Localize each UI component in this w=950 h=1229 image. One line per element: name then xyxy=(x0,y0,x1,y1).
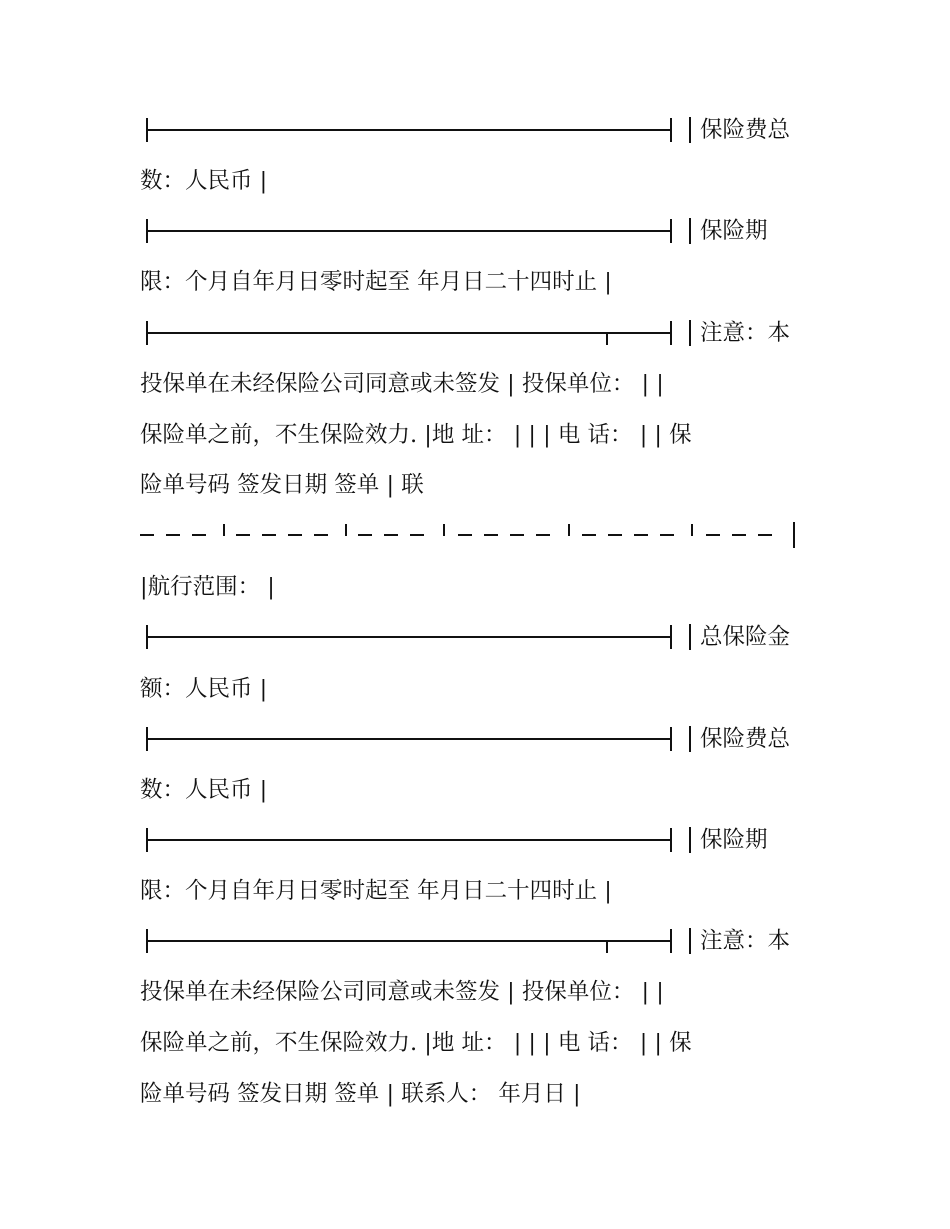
period-value: 限：个月自年月日零时起至 年月日二十四时止 | xyxy=(140,878,612,904)
cell-border xyxy=(689,117,691,143)
notice-row-3: 险单号码 签发日期 签单 | 联 xyxy=(140,472,424,498)
cell-border xyxy=(689,320,691,346)
cell-border xyxy=(689,624,691,650)
premium-label: 保险费总 xyxy=(700,726,791,752)
sum-insured-label: 总保险金 xyxy=(700,624,791,650)
notice-label: 注意：本 xyxy=(700,320,791,346)
cell-border xyxy=(689,726,691,752)
table-rule xyxy=(146,727,672,751)
table-rule xyxy=(146,828,672,852)
premium-label: 保险费总 xyxy=(700,117,791,143)
notice-row-2: 保险单之前，不生保险效力. |地 址： | | | 电 话： | | 保 xyxy=(140,422,692,448)
cell-border xyxy=(689,827,691,853)
cell-border xyxy=(689,928,691,954)
notice-row-1: 投保单在未经保险公司同意或未签发 | 投保单位： | | xyxy=(140,371,664,397)
notice-row-2: 保险单之前，不生保险效力. |地 址： | | | 电 话： | | 保 xyxy=(140,1030,692,1056)
table-rule xyxy=(146,321,672,345)
period-label: 保险期 xyxy=(700,218,768,244)
period-label: 保险期 xyxy=(700,827,768,853)
notice-label: 注意：本 xyxy=(700,928,791,954)
navigation-range-label: |航行范围： | xyxy=(140,574,275,600)
cell-border xyxy=(689,218,691,244)
premium-value: 数：人民币 | xyxy=(140,168,268,194)
table-rule xyxy=(146,625,672,649)
dashed-separator xyxy=(140,522,795,548)
table-rule xyxy=(146,219,672,243)
sum-insured-value: 额：人民币 | xyxy=(140,676,268,702)
notice-row-3: 险单号码 签发日期 签单 | 联系人： 年月日 | xyxy=(140,1081,581,1107)
notice-row-1: 投保单在未经保险公司同意或未签发 | 投保单位： | | xyxy=(140,979,664,1005)
period-value: 限：个月自年月日零时起至 年月日二十四时止 | xyxy=(140,269,612,295)
premium-value: 数：人民币 | xyxy=(140,777,268,803)
table-rule xyxy=(146,118,672,142)
table-rule xyxy=(146,929,672,953)
